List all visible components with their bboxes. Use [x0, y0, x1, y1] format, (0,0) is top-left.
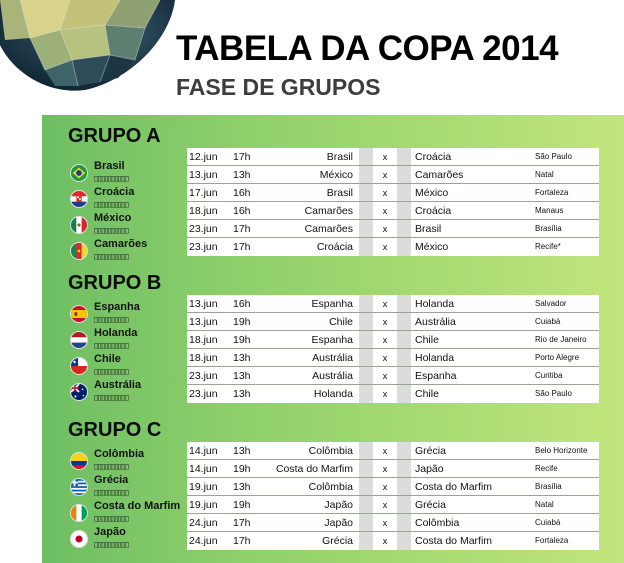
- home-score-box: [359, 532, 373, 550]
- match-time: 17h: [233, 517, 251, 529]
- match-venue: Fortaleza: [535, 536, 569, 545]
- match-row: [187, 295, 599, 313]
- home-team: Grécia: [322, 535, 353, 547]
- versus-mark: x: [382, 482, 388, 492]
- match-date: 23.jun: [189, 223, 218, 235]
- home-score-box: [359, 313, 373, 330]
- group-a: [42, 125, 624, 270]
- home-team: Brasil: [326, 187, 353, 199]
- team-name: Austrália: [94, 379, 142, 391]
- versus-mark: x: [382, 224, 388, 234]
- away-score-box: [397, 148, 411, 165]
- away-score-box: [397, 238, 411, 256]
- group-title: GRUPO C: [68, 419, 162, 441]
- home-score-box: [359, 349, 373, 366]
- match-row: [187, 166, 599, 184]
- groups-panel: [42, 115, 624, 563]
- match-venue: São Paulo: [535, 152, 572, 161]
- score-boxes: □□□□□□□□□□: [94, 462, 128, 471]
- match-date: 12.jun: [189, 151, 218, 163]
- match-row: [187, 184, 599, 202]
- away-team: México: [415, 187, 449, 199]
- versus-mark: x: [382, 353, 388, 363]
- match-time: 19h: [233, 334, 251, 346]
- match-date: 18.jun: [189, 334, 218, 346]
- brazil-flag-icon: [70, 164, 88, 182]
- home-score-box: [359, 184, 373, 201]
- home-score-box: [359, 331, 373, 348]
- match-venue: Natal: [535, 500, 554, 509]
- match-row: [187, 514, 599, 532]
- match-time: 17h: [233, 223, 251, 235]
- match-venue: Porto Alegre: [535, 353, 580, 362]
- match-date: 23.jun: [189, 388, 218, 400]
- match-time: 13h: [233, 445, 251, 457]
- match-venue: Cuiabá: [535, 518, 561, 527]
- team-name: Costa do Marfim: [94, 500, 181, 512]
- score-boxes: □□□□□□□□□□: [94, 393, 128, 402]
- match-table: [187, 148, 599, 256]
- team-item: [70, 186, 188, 212]
- away-score-box: [397, 460, 411, 477]
- away-score-box: [397, 532, 411, 550]
- home-team: Croácia: [316, 241, 353, 253]
- home-team: Colômbia: [308, 481, 353, 493]
- match-time: 17h: [233, 535, 251, 547]
- ivory-coast-flag-icon: [70, 504, 88, 522]
- home-team: México: [319, 169, 353, 181]
- match-time: 13h: [233, 370, 251, 382]
- away-score-box: [397, 295, 411, 312]
- team-item: [70, 160, 188, 186]
- team-name: Colômbia: [94, 448, 145, 460]
- home-score-box: [359, 460, 373, 477]
- match-date: 13.jun: [189, 316, 218, 328]
- home-score-box: [359, 367, 373, 384]
- team-item: [70, 301, 188, 327]
- group-c: [42, 419, 624, 559]
- away-score-box: [397, 166, 411, 183]
- versus-mark: x: [382, 500, 388, 510]
- match-date: 24.jun: [189, 517, 218, 529]
- match-row: [187, 442, 599, 460]
- match-table: [187, 295, 599, 403]
- match-row: [187, 532, 599, 550]
- home-score-box: [359, 514, 373, 531]
- team-name: Holanda: [94, 327, 138, 339]
- match-time: 16h: [233, 298, 251, 310]
- match-row: [187, 202, 599, 220]
- home-score-box: [359, 238, 373, 256]
- away-team: Grécia: [415, 445, 446, 457]
- home-team: Camarões: [304, 223, 353, 235]
- home-score-box: [359, 166, 373, 183]
- home-team: Japão: [324, 499, 353, 511]
- away-score-box: [397, 331, 411, 348]
- versus-mark: x: [382, 371, 388, 381]
- away-score-box: [397, 349, 411, 366]
- match-table: [187, 442, 599, 550]
- match-venue: Rio de Janeiro: [535, 335, 587, 344]
- home-score-box: [359, 478, 373, 495]
- mexico-flag-icon: [70, 216, 88, 234]
- team-item: [70, 500, 188, 526]
- versus-mark: x: [382, 536, 388, 546]
- away-team: Grécia: [415, 499, 446, 511]
- score-boxes: □□□□□□□□□□: [94, 174, 128, 183]
- match-time: 16h: [233, 187, 251, 199]
- versus-mark: x: [382, 152, 388, 162]
- home-score-box: [359, 496, 373, 513]
- team-name: Chile: [94, 353, 121, 365]
- team-name: Grécia: [94, 474, 129, 486]
- group-title: GRUPO B: [68, 272, 162, 294]
- team-item: [70, 526, 188, 552]
- match-date: 19.jun: [189, 499, 218, 511]
- home-team: Chile: [329, 316, 353, 328]
- match-date: 19.jun: [189, 481, 218, 493]
- home-score-box: [359, 220, 373, 237]
- chile-flag-icon: [70, 357, 88, 375]
- home-team: Camarões: [304, 205, 353, 217]
- match-date: 18.jun: [189, 352, 218, 364]
- away-team: Croácia: [415, 151, 452, 163]
- japan-flag-icon: [70, 530, 88, 548]
- away-score-box: [397, 202, 411, 219]
- away-score-box: [397, 220, 411, 237]
- match-time: 13h: [233, 481, 251, 493]
- away-score-box: [397, 514, 411, 531]
- match-time: 13h: [233, 388, 251, 400]
- greece-flag-icon: [70, 478, 88, 496]
- versus-mark: x: [382, 188, 388, 198]
- away-team: Chile: [415, 334, 439, 346]
- away-score-box: [397, 184, 411, 201]
- australia-flag-icon: [70, 383, 88, 401]
- match-row: [187, 385, 599, 403]
- team-item: [70, 474, 188, 500]
- match-date: 17.jun: [189, 187, 218, 199]
- away-score-box: [397, 442, 411, 459]
- netherlands-flag-icon: [70, 331, 88, 349]
- match-row: [187, 460, 599, 478]
- versus-mark: x: [382, 389, 388, 399]
- away-team: Colômbia: [415, 517, 460, 529]
- match-date: 18.jun: [189, 205, 218, 217]
- match-date: 23.jun: [189, 241, 218, 253]
- home-team: Holanda: [313, 388, 353, 400]
- match-row: [187, 478, 599, 496]
- football-decoration-icon: [0, 0, 175, 95]
- match-date: 14.jun: [189, 463, 218, 475]
- score-boxes: □□□□□□□□□□: [94, 226, 128, 235]
- away-team: Brasil: [415, 223, 442, 235]
- team-item: [70, 238, 188, 264]
- away-team: Costa do Marfim: [415, 535, 493, 547]
- home-score-box: [359, 202, 373, 219]
- match-date: 24.jun: [189, 535, 218, 547]
- match-venue: Recife*: [535, 242, 561, 251]
- team-name: Croácia: [94, 186, 135, 198]
- home-team: Espanha: [311, 334, 353, 346]
- team-name: Camarões: [94, 238, 148, 250]
- score-boxes: □□□□□□□□□□: [94, 200, 128, 209]
- team-name: Japão: [94, 526, 126, 538]
- versus-mark: x: [382, 170, 388, 180]
- match-time: 19h: [233, 499, 251, 511]
- match-venue: Fortaleza: [535, 188, 569, 197]
- match-time: 17h: [233, 151, 251, 163]
- home-team: Brasil: [326, 151, 353, 163]
- team-name: Brasil: [94, 160, 125, 172]
- versus-mark: x: [382, 518, 388, 528]
- cameroon-flag-icon: [70, 242, 88, 260]
- versus-mark: x: [382, 464, 388, 474]
- match-venue: Recife: [535, 464, 558, 473]
- versus-mark: x: [382, 206, 388, 216]
- match-venue: Salvador: [535, 299, 567, 308]
- match-date: 23.jun: [189, 370, 218, 382]
- score-boxes: □□□□□□□□□□: [94, 514, 128, 523]
- group-title: GRUPO A: [68, 125, 161, 147]
- team-name: Espanha: [94, 301, 140, 313]
- match-venue: São Paulo: [535, 389, 572, 398]
- match-row: [187, 313, 599, 331]
- match-venue: Cuiabá: [535, 317, 561, 326]
- away-score-box: [397, 385, 411, 403]
- versus-mark: x: [382, 335, 388, 345]
- team-item: [70, 448, 188, 474]
- away-team: México: [415, 241, 449, 253]
- spain-flag-icon: [70, 305, 88, 323]
- page-subtitle: FASE DE GRUPOS: [176, 74, 381, 100]
- match-venue: Belo Horizonte: [535, 446, 588, 455]
- away-team: Espanha: [415, 370, 457, 382]
- team-item: [70, 327, 188, 353]
- match-row: [187, 367, 599, 385]
- team-item: [70, 212, 188, 238]
- home-team: Espanha: [311, 298, 353, 310]
- team-name: México: [94, 212, 132, 224]
- away-team: Croácia: [415, 205, 452, 217]
- versus-mark: x: [382, 317, 388, 327]
- away-team: Chile: [415, 388, 439, 400]
- home-team: Austrália: [312, 352, 353, 364]
- match-time: 13h: [233, 169, 251, 181]
- away-score-box: [397, 496, 411, 513]
- versus-mark: x: [382, 299, 388, 309]
- score-boxes: □□□□□□□□□□: [94, 341, 128, 350]
- team-item: [70, 379, 188, 405]
- home-team: Japão: [324, 517, 353, 529]
- home-score-box: [359, 295, 373, 312]
- match-row: [187, 331, 599, 349]
- score-boxes: □□□□□□□□□□: [94, 488, 128, 497]
- match-time: 16h: [233, 205, 251, 217]
- home-team: Austrália: [312, 370, 353, 382]
- match-date: 13.jun: [189, 298, 218, 310]
- away-team: Japão: [415, 463, 444, 475]
- team-item: [70, 353, 188, 379]
- score-boxes: □□□□□□□□□□: [94, 540, 128, 549]
- home-score-box: [359, 385, 373, 403]
- away-score-box: [397, 313, 411, 330]
- versus-mark: x: [382, 446, 388, 456]
- group-b: [42, 272, 624, 412]
- match-time: 19h: [233, 316, 251, 328]
- score-boxes: □□□□□□□□□□: [94, 315, 128, 324]
- croatia-flag-icon: [70, 190, 88, 208]
- match-date: 14.jun: [189, 445, 218, 457]
- match-row: [187, 238, 599, 256]
- away-team: Camarões: [415, 169, 464, 181]
- match-venue: Brasília: [535, 482, 562, 491]
- away-score-box: [397, 367, 411, 384]
- match-time: 17h: [233, 241, 251, 253]
- match-venue: Curitiba: [535, 371, 563, 380]
- away-team: Holanda: [415, 298, 455, 310]
- match-time: 13h: [233, 352, 251, 364]
- away-score-box: [397, 478, 411, 495]
- home-team: Colômbia: [308, 445, 353, 457]
- match-date: 13.jun: [189, 169, 218, 181]
- match-row: [187, 148, 599, 166]
- match-venue: Natal: [535, 170, 554, 179]
- home-score-box: [359, 148, 373, 165]
- away-team: Costa do Marfim: [415, 481, 493, 493]
- score-boxes: □□□□□□□□□□: [94, 252, 128, 261]
- match-venue: Manaus: [535, 206, 564, 215]
- page-title: TABELA DA COPA 2014: [176, 29, 559, 68]
- home-team: Costa do Marfim: [275, 463, 353, 475]
- match-row: [187, 496, 599, 514]
- away-team: Austrália: [415, 316, 456, 328]
- colombia-flag-icon: [70, 452, 88, 470]
- match-time: 19h: [233, 463, 251, 475]
- home-score-box: [359, 442, 373, 459]
- match-row: [187, 349, 599, 367]
- away-team: Holanda: [415, 352, 455, 364]
- score-boxes: □□□□□□□□□□: [94, 367, 128, 376]
- match-venue: Brasília: [535, 224, 562, 233]
- versus-mark: x: [382, 242, 388, 252]
- match-row: [187, 220, 599, 238]
